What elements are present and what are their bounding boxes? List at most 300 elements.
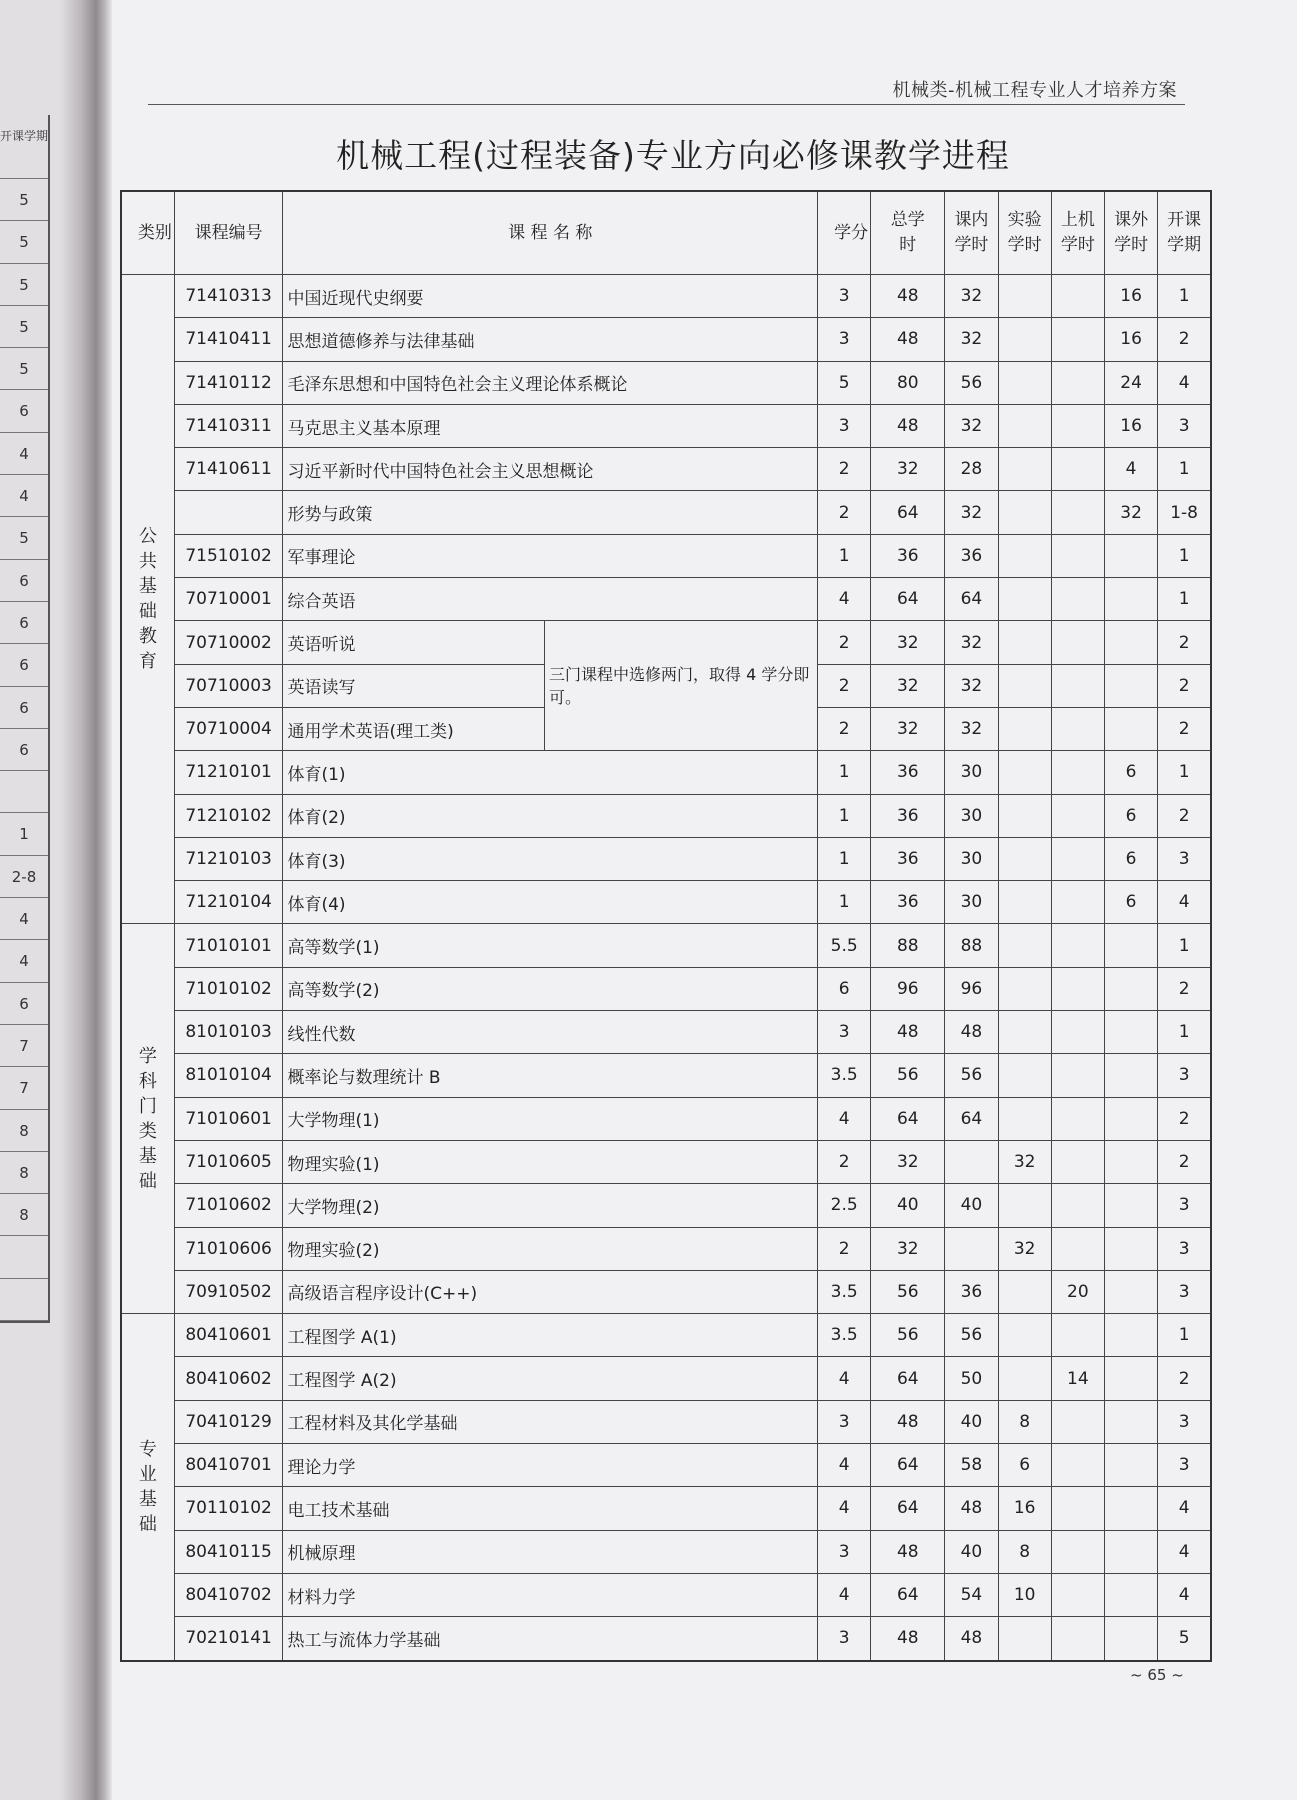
cell-computer	[1051, 1530, 1104, 1573]
cell-semester: 5	[1158, 1617, 1211, 1661]
cell-lecture: 54	[945, 1573, 998, 1616]
course-code: 80410702	[174, 1573, 283, 1616]
cell-extra	[1104, 1270, 1157, 1313]
cell-lab	[998, 361, 1051, 404]
cell-credit: 3	[818, 1011, 871, 1054]
strip-cell: 6	[0, 560, 48, 602]
cell-total: 36	[871, 751, 945, 794]
cell-credit: 2	[818, 448, 871, 491]
strip-cell: 5	[0, 306, 48, 348]
cell-computer: 20	[1051, 1270, 1104, 1313]
cell-lecture: 48	[945, 1617, 998, 1661]
cell-total: 48	[871, 275, 945, 318]
cell-lecture: 36	[945, 1270, 998, 1313]
cell-semester: 2	[1158, 707, 1211, 750]
cell-computer	[1051, 924, 1104, 967]
cell-lab	[998, 837, 1051, 880]
course-table	[120, 190, 1212, 1662]
col-semester: 开课学期	[1158, 191, 1211, 275]
cell-semester: 1-8	[1158, 491, 1211, 534]
course-code: 71410112	[174, 361, 283, 404]
course-code: 80410602	[174, 1357, 283, 1400]
course-name: 军事理论	[283, 534, 818, 577]
cell-credit: 3	[818, 1530, 871, 1573]
cell-computer	[1051, 1444, 1104, 1487]
cell-credit: 1	[818, 881, 871, 924]
cell-credit: 4	[818, 1097, 871, 1140]
cell-lecture: 56	[945, 1314, 998, 1357]
strip-cell	[0, 1279, 48, 1321]
course-name: 工程图学 A(2)	[283, 1357, 818, 1400]
cell-extra: 6	[1104, 881, 1157, 924]
table-row	[121, 1487, 1211, 1530]
running-head: 机械类-机械工程专业人才培养方案	[892, 80, 1177, 101]
cell-lecture: 32	[945, 275, 998, 318]
cell-extra: 32	[1104, 491, 1157, 534]
cell-lab	[998, 1314, 1051, 1357]
cell-computer	[1051, 967, 1104, 1010]
elective-note: 三门课程中选修两门，取得 4 学分即可。	[544, 621, 817, 751]
course-code: 80410601	[174, 1314, 283, 1357]
cell-total: 56	[871, 1270, 945, 1313]
cell-credit: 3	[818, 275, 871, 318]
cell-total: 64	[871, 1357, 945, 1400]
page-title: 机械工程(过程装备)专业方向必修课教学进程	[336, 136, 1010, 175]
strip-cell	[0, 1236, 48, 1278]
cell-credit: 4	[818, 1444, 871, 1487]
cell-lecture: 56	[945, 361, 998, 404]
cell-lab	[998, 448, 1051, 491]
cell-lecture: 50	[945, 1357, 998, 1400]
table-row	[121, 275, 1211, 318]
strip-cell: 5	[0, 179, 48, 221]
course-code: 71410313	[174, 275, 283, 318]
adjacent-page-column	[0, 115, 50, 1323]
cell-lecture: 32	[945, 707, 998, 750]
cell-total: 64	[871, 491, 945, 534]
cell-computer: 14	[1051, 1357, 1104, 1400]
cell-credit: 3	[818, 1617, 871, 1661]
cell-lecture	[945, 1140, 998, 1183]
cell-total: 56	[871, 1314, 945, 1357]
cell-extra	[1104, 707, 1157, 750]
cell-semester: 4	[1158, 1573, 1211, 1616]
cell-lab	[998, 318, 1051, 361]
cell-semester: 4	[1158, 1530, 1211, 1573]
table-row	[121, 924, 1211, 967]
course-code: 71010606	[174, 1227, 283, 1270]
cell-credit: 4	[818, 1357, 871, 1400]
cell-credit: 2.5	[818, 1184, 871, 1227]
cell-computer	[1051, 275, 1104, 318]
page-number: ~ 65 ~	[1130, 1666, 1184, 1684]
cell-lecture: 30	[945, 881, 998, 924]
cell-lab	[998, 707, 1051, 750]
cell-extra: 6	[1104, 794, 1157, 837]
cell-semester: 1	[1158, 751, 1211, 794]
cell-extra	[1104, 1140, 1157, 1183]
course-name: 毛泽东思想和中国特色社会主义理论体系概论	[283, 361, 818, 404]
table-row	[121, 621, 1211, 664]
cell-extra: 6	[1104, 837, 1157, 880]
cell-credit: 2	[818, 1140, 871, 1183]
course-code: 81010103	[174, 1011, 283, 1054]
strip-cell: 4	[0, 433, 48, 475]
cell-computer	[1051, 404, 1104, 447]
cell-computer	[1051, 751, 1104, 794]
strip-cell: 6	[0, 687, 48, 729]
table-row	[121, 1270, 1211, 1313]
table-row	[121, 1617, 1211, 1661]
course-code: 80410115	[174, 1530, 283, 1573]
cell-extra: 16	[1104, 318, 1157, 361]
course-rows	[121, 275, 1211, 1661]
cell-lecture: 64	[945, 578, 998, 621]
cell-extra	[1104, 1487, 1157, 1530]
binding-strip	[0, 0, 112, 1800]
strip-cell: 7	[0, 1067, 48, 1109]
cell-extra	[1104, 578, 1157, 621]
cell-total: 64	[871, 1573, 945, 1616]
cell-semester: 2	[1158, 967, 1211, 1010]
cell-lecture: 64	[945, 1097, 998, 1140]
course-name: 英语听说	[283, 621, 545, 664]
cell-total: 32	[871, 1140, 945, 1183]
course-code: 71010101	[174, 924, 283, 967]
table-row	[121, 1573, 1211, 1616]
course-code: 70110102	[174, 1487, 283, 1530]
course-name: 通用学术英语(理工类)	[283, 707, 545, 750]
cell-computer	[1051, 491, 1104, 534]
cell-lab	[998, 1270, 1051, 1313]
strip-cell: 8	[0, 1194, 48, 1236]
cell-credit: 3	[818, 318, 871, 361]
course-name: 理论力学	[283, 1444, 818, 1487]
course-name: 体育(3)	[283, 837, 818, 880]
course-code: 70710002	[174, 621, 283, 664]
table-row	[121, 967, 1211, 1010]
cell-credit: 2	[818, 707, 871, 750]
col-category: 类别	[121, 191, 174, 275]
cell-extra	[1104, 967, 1157, 1010]
cell-lab: 8	[998, 1530, 1051, 1573]
cell-credit: 1	[818, 751, 871, 794]
cell-semester: 2	[1158, 1140, 1211, 1183]
cell-semester: 1	[1158, 1011, 1211, 1054]
table-row	[121, 751, 1211, 794]
course-code: 71210103	[174, 837, 283, 880]
cell-semester: 2	[1158, 621, 1211, 664]
course-code: 71410311	[174, 404, 283, 447]
table-row	[121, 794, 1211, 837]
strip-cell: 5	[0, 221, 48, 263]
cell-computer	[1051, 621, 1104, 664]
cell-computer	[1051, 1140, 1104, 1183]
cell-total: 96	[871, 967, 945, 1010]
cell-lecture: 88	[945, 924, 998, 967]
course-code: 71210101	[174, 751, 283, 794]
cell-total: 48	[871, 318, 945, 361]
strip-cell: 4	[0, 898, 48, 940]
cell-semester: 3	[1158, 1444, 1211, 1487]
cell-computer	[1051, 578, 1104, 621]
course-name: 机械原理	[283, 1530, 818, 1573]
course-code: 70710004	[174, 707, 283, 750]
cell-extra: 4	[1104, 448, 1157, 491]
cell-credit: 6	[818, 967, 871, 1010]
category-cell: 学科门类基础	[121, 924, 174, 1314]
cell-lab	[998, 967, 1051, 1010]
category-cell: 专业基础	[121, 1314, 174, 1661]
cell-extra	[1104, 621, 1157, 664]
strip-cell: 7	[0, 1025, 48, 1067]
cell-computer	[1051, 1054, 1104, 1097]
cell-extra	[1104, 1530, 1157, 1573]
cell-extra: 16	[1104, 275, 1157, 318]
course-name: 体育(1)	[283, 751, 818, 794]
cell-lecture: 30	[945, 794, 998, 837]
course-name: 材料力学	[283, 1573, 818, 1616]
course-name: 高等数学(2)	[283, 967, 818, 1010]
table-row	[121, 1400, 1211, 1443]
strip-cell: 8	[0, 1152, 48, 1194]
cell-lab: 32	[998, 1140, 1051, 1183]
cell-lecture: 40	[945, 1184, 998, 1227]
cell-computer	[1051, 1573, 1104, 1616]
cell-total: 36	[871, 837, 945, 880]
cell-lab	[998, 924, 1051, 967]
strip-cell: 1	[0, 813, 48, 855]
cell-lab	[998, 1617, 1051, 1661]
course-name: 习近平新时代中国特色社会主义思想概论	[283, 448, 818, 491]
cell-semester: 1	[1158, 275, 1211, 318]
table-row	[121, 1011, 1211, 1054]
cell-lecture: 32	[945, 318, 998, 361]
cell-credit: 4	[818, 578, 871, 621]
cell-computer	[1051, 1487, 1104, 1530]
course-code: 70710001	[174, 578, 283, 621]
cell-total: 64	[871, 1487, 945, 1530]
cell-extra	[1104, 1573, 1157, 1616]
cell-lab	[998, 794, 1051, 837]
cell-total: 64	[871, 1097, 945, 1140]
cell-computer	[1051, 794, 1104, 837]
table-row	[121, 1140, 1211, 1183]
cell-semester: 3	[1158, 404, 1211, 447]
category-cell: 公共基础教育	[121, 275, 174, 924]
cell-total: 32	[871, 621, 945, 664]
cell-computer	[1051, 1184, 1104, 1227]
course-name: 物理实验(2)	[283, 1227, 818, 1270]
cell-lecture: 58	[945, 1444, 998, 1487]
header-rule	[148, 104, 1185, 105]
table-row	[121, 881, 1211, 924]
cell-lab	[998, 1184, 1051, 1227]
table-row	[121, 448, 1211, 491]
cell-computer	[1051, 1227, 1104, 1270]
strip-cell: 4	[0, 475, 48, 517]
cell-lab: 16	[998, 1487, 1051, 1530]
course-name: 综合英语	[283, 578, 818, 621]
course-code	[174, 491, 283, 534]
cell-lab	[998, 1357, 1051, 1400]
course-name: 体育(4)	[283, 881, 818, 924]
cell-lab: 32	[998, 1227, 1051, 1270]
strip-cell: 2-8	[0, 856, 48, 898]
cell-credit: 3	[818, 1400, 871, 1443]
cell-extra	[1104, 1184, 1157, 1227]
cell-lab	[998, 275, 1051, 318]
course-code: 71010601	[174, 1097, 283, 1140]
cell-semester: 1	[1158, 578, 1211, 621]
course-name: 线性代数	[283, 1011, 818, 1054]
cell-total: 64	[871, 1444, 945, 1487]
course-name: 马克思主义基本原理	[283, 404, 818, 447]
cell-computer	[1051, 707, 1104, 750]
cell-extra	[1104, 1054, 1157, 1097]
cell-computer	[1051, 664, 1104, 707]
strip-cell: 8	[0, 1110, 48, 1152]
cell-lecture: 30	[945, 751, 998, 794]
cell-computer	[1051, 534, 1104, 577]
course-code: 71410611	[174, 448, 283, 491]
table-row	[121, 1227, 1211, 1270]
table-row	[121, 491, 1211, 534]
cell-credit: 1	[818, 837, 871, 880]
course-name: 概率论与数理统计 B	[283, 1054, 818, 1097]
cell-extra	[1104, 1227, 1157, 1270]
cell-semester: 4	[1158, 1487, 1211, 1530]
cell-lecture: 32	[945, 664, 998, 707]
cell-total: 36	[871, 534, 945, 577]
cell-computer	[1051, 881, 1104, 924]
cell-lecture	[945, 1227, 998, 1270]
cell-total: 48	[871, 1530, 945, 1573]
strip-cell: 6	[0, 390, 48, 432]
cell-computer	[1051, 448, 1104, 491]
cell-semester: 4	[1158, 881, 1211, 924]
cell-credit: 2	[818, 1227, 871, 1270]
cell-credit: 3	[818, 404, 871, 447]
cell-credit: 1	[818, 794, 871, 837]
cell-lecture: 36	[945, 534, 998, 577]
cell-lab	[998, 578, 1051, 621]
cell-computer	[1051, 1617, 1104, 1661]
table-row	[121, 404, 1211, 447]
cell-extra	[1104, 1444, 1157, 1487]
col-lecture: 课内学时	[945, 191, 998, 275]
cell-computer	[1051, 837, 1104, 880]
table-row	[121, 534, 1211, 577]
cell-semester: 2	[1158, 664, 1211, 707]
course-code: 71210102	[174, 794, 283, 837]
cell-total: 36	[871, 881, 945, 924]
cell-lecture: 40	[945, 1400, 998, 1443]
strip-cell: 6	[0, 644, 48, 686]
cell-semester: 4	[1158, 361, 1211, 404]
table-header-row	[121, 191, 1211, 275]
cell-credit: 2	[818, 491, 871, 534]
strip-cell: 6	[0, 729, 48, 771]
cell-extra	[1104, 1314, 1157, 1357]
cell-lab: 6	[998, 1444, 1051, 1487]
cell-total: 88	[871, 924, 945, 967]
cell-semester: 1	[1158, 448, 1211, 491]
cell-lab	[998, 1097, 1051, 1140]
course-code: 70210141	[174, 1617, 283, 1661]
cell-total: 48	[871, 1011, 945, 1054]
course-code: 71010605	[174, 1140, 283, 1183]
cell-lecture: 40	[945, 1530, 998, 1573]
table-row	[121, 361, 1211, 404]
table-row	[121, 1054, 1211, 1097]
col-credit: 学分	[818, 191, 871, 275]
cell-semester: 2	[1158, 1097, 1211, 1140]
cell-computer	[1051, 1097, 1104, 1140]
cell-extra	[1104, 1097, 1157, 1140]
cell-semester: 2	[1158, 794, 1211, 837]
cell-lab: 8	[998, 1400, 1051, 1443]
course-name: 大学物理(2)	[283, 1184, 818, 1227]
cell-credit: 2	[818, 621, 871, 664]
strip-cell: 6	[0, 602, 48, 644]
cell-lab: 10	[998, 1573, 1051, 1616]
table-row	[121, 1097, 1211, 1140]
cell-extra	[1104, 924, 1157, 967]
cell-total: 56	[871, 1054, 945, 1097]
cell-lab	[998, 1054, 1051, 1097]
cell-semester: 1	[1158, 924, 1211, 967]
cell-semester: 2	[1158, 318, 1211, 361]
cell-credit: 3.5	[818, 1314, 871, 1357]
cell-extra: 6	[1104, 751, 1157, 794]
cell-lab	[998, 881, 1051, 924]
course-name: 英语读写	[283, 664, 545, 707]
cell-semester: 1	[1158, 1314, 1211, 1357]
cell-computer	[1051, 361, 1104, 404]
cell-total: 80	[871, 361, 945, 404]
cell-lab	[998, 404, 1051, 447]
course-code: 71010102	[174, 967, 283, 1010]
cell-lab	[998, 664, 1051, 707]
col-total: 总学时	[871, 191, 945, 275]
cell-total: 36	[871, 794, 945, 837]
cell-credit: 4	[818, 1573, 871, 1616]
col-computer: 上机学时	[1051, 191, 1104, 275]
course-name: 电工技术基础	[283, 1487, 818, 1530]
table-row	[121, 1357, 1211, 1400]
course-name: 高等数学(1)	[283, 924, 818, 967]
cell-credit: 3.5	[818, 1054, 871, 1097]
cell-semester: 3	[1158, 1227, 1211, 1270]
table-row	[121, 1314, 1211, 1357]
document-page	[112, 0, 1297, 1800]
cell-semester: 3	[1158, 1054, 1211, 1097]
course-name: 工程图学 A(1)	[283, 1314, 818, 1357]
strip-cell: 6	[0, 983, 48, 1025]
cell-semester: 3	[1158, 837, 1211, 880]
cell-total: 32	[871, 707, 945, 750]
cell-extra	[1104, 534, 1157, 577]
strip-header: 开课学期	[0, 115, 48, 179]
strip-cell	[0, 771, 48, 813]
cell-lab	[998, 621, 1051, 664]
course-code: 70710003	[174, 664, 283, 707]
col-lab: 实验学时	[998, 191, 1051, 275]
cell-lecture: 56	[945, 1054, 998, 1097]
course-name: 高级语言程序设计(C++)	[283, 1270, 818, 1313]
cell-total: 40	[871, 1184, 945, 1227]
